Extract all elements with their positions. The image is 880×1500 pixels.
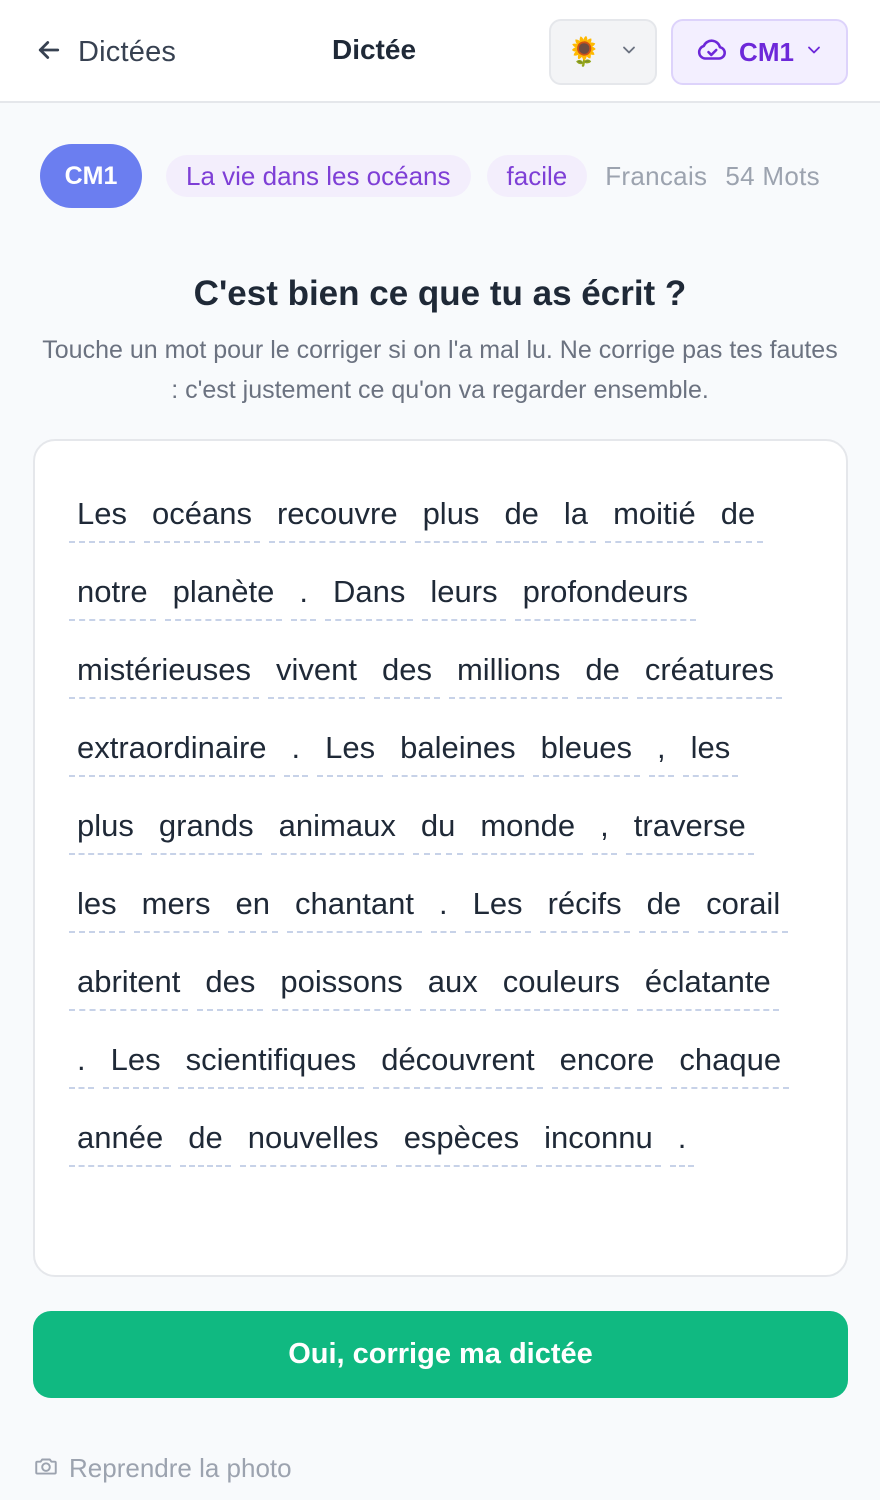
word-chip[interactable]: extraordinaire [69,719,275,777]
word-chip[interactable]: mers [134,875,219,933]
confirmation-question: C'est bien ce que tu as écrit ? [193,274,687,313]
word-chip[interactable]: les [683,719,739,777]
camera-icon [33,1453,59,1484]
word-count-label: 54 Mots [725,160,820,191]
word-chip[interactable]: couleurs [495,953,628,1011]
word-chip[interactable]: découvrent [373,1031,542,1089]
correct-dictation-button[interactable]: Oui, corrige ma dictée [33,1311,848,1398]
word-chip[interactable]: de [180,1109,230,1167]
back-button[interactable] [34,32,176,72]
word-chip[interactable]: animaux [271,797,404,855]
word-chip[interactable]: nouvelles [240,1109,387,1167]
word-chip[interactable]: recouvre [269,485,406,543]
word-chip[interactable]: éclatante [637,953,779,1011]
word-chip[interactable]: Les [103,1031,169,1089]
top-bar [0,0,880,103]
word-chip[interactable]: . [670,1109,695,1167]
word-chip[interactable]: bleues [533,719,640,777]
word-chip[interactable]: de [639,875,689,933]
word-chip[interactable]: de [496,485,546,543]
word-chip[interactable]: en [228,875,278,933]
word-chip[interactable]: inconnu [536,1109,661,1167]
instruction-text: Touche un mot pour le corriger si on l'a mal lu. Ne corrige pas tes fautes : c'est justement ce qu'on va regarder ensemble. [42,336,838,404]
word-chip[interactable]: grands [151,797,262,855]
word-chip[interactable]: des [197,953,263,1011]
arrow-left-icon [34,35,64,70]
word-chip[interactable]: mistérieuses [69,641,259,699]
page-title: Dictée [331,34,417,65]
word-chip[interactable]: monde [472,797,583,855]
word-chip[interactable]: créatures [637,641,782,699]
dictation-tags [40,144,860,208]
level-badge: CM1 [40,144,142,208]
word-chip[interactable]: espèces [396,1109,527,1167]
word-chip[interactable]: océans [144,485,260,543]
word-chip[interactable]: profondeurs [515,563,696,621]
word-chip[interactable]: de [577,641,627,699]
word-chip[interactable]: leurs [422,563,505,621]
level-select[interactable] [671,19,848,85]
word-chip[interactable]: plus [415,485,488,543]
word-chip[interactable]: vivent [268,641,365,699]
word-list [69,485,816,1167]
word-chip[interactable]: la [556,485,596,543]
chevron-down-icon [804,40,824,65]
topic-badge: La vie dans les océans [166,155,471,197]
word-chip[interactable]: les [69,875,125,933]
word-chip[interactable]: récifs [540,875,630,933]
word-chip[interactable]: millions [449,641,568,699]
difficulty-badge: facile [487,155,588,197]
transcribed-text-card [33,439,848,1277]
word-chip[interactable]: traverse [626,797,754,855]
word-chip[interactable]: scientifiques [178,1031,365,1089]
word-chip[interactable]: encore [552,1031,663,1089]
word-chip[interactable]: chantant [287,875,422,933]
word-chip[interactable]: Les [317,719,383,777]
word-chip[interactable]: , [592,797,617,855]
retake-photo-label: Reprendre la photo [69,1452,292,1483]
word-chip[interactable]: abritent [69,953,188,1011]
word-chip[interactable]: Les [69,485,135,543]
word-chip[interactable]: des [374,641,440,699]
word-chip[interactable]: poissons [272,953,410,1011]
word-chip[interactable]: . [69,1031,94,1089]
word-chip[interactable]: de [713,485,763,543]
word-chip[interactable]: aux [420,953,486,1011]
word-chip[interactable]: notre [69,563,156,621]
word-chip[interactable]: . [431,875,456,933]
word-chip[interactable]: plus [69,797,142,855]
word-chip[interactable]: moitié [605,485,704,543]
cloud-check-icon [695,33,729,72]
word-chip[interactable]: Dans [325,563,413,621]
word-chip[interactable]: baleines [392,719,523,777]
word-chip[interactable]: Les [465,875,531,933]
word-chip[interactable]: année [69,1109,171,1167]
language-label: Francais [605,160,708,191]
avatar-select[interactable] [549,19,657,85]
word-chip[interactable]: du [413,797,463,855]
retake-photo-link[interactable] [33,1450,292,1486]
word-chip[interactable]: planète [165,563,283,621]
word-chip[interactable]: corail [698,875,788,933]
back-label: Dictées [78,35,177,68]
sunflower-icon: 🌻 [566,36,602,67]
word-chip[interactable]: , [649,719,674,777]
word-chip[interactable]: . [284,719,309,777]
word-chip[interactable]: . [291,563,316,621]
chevron-down-icon [619,40,639,65]
word-chip[interactable]: chaque [671,1031,789,1089]
level-select-label: CM1 [739,36,794,67]
